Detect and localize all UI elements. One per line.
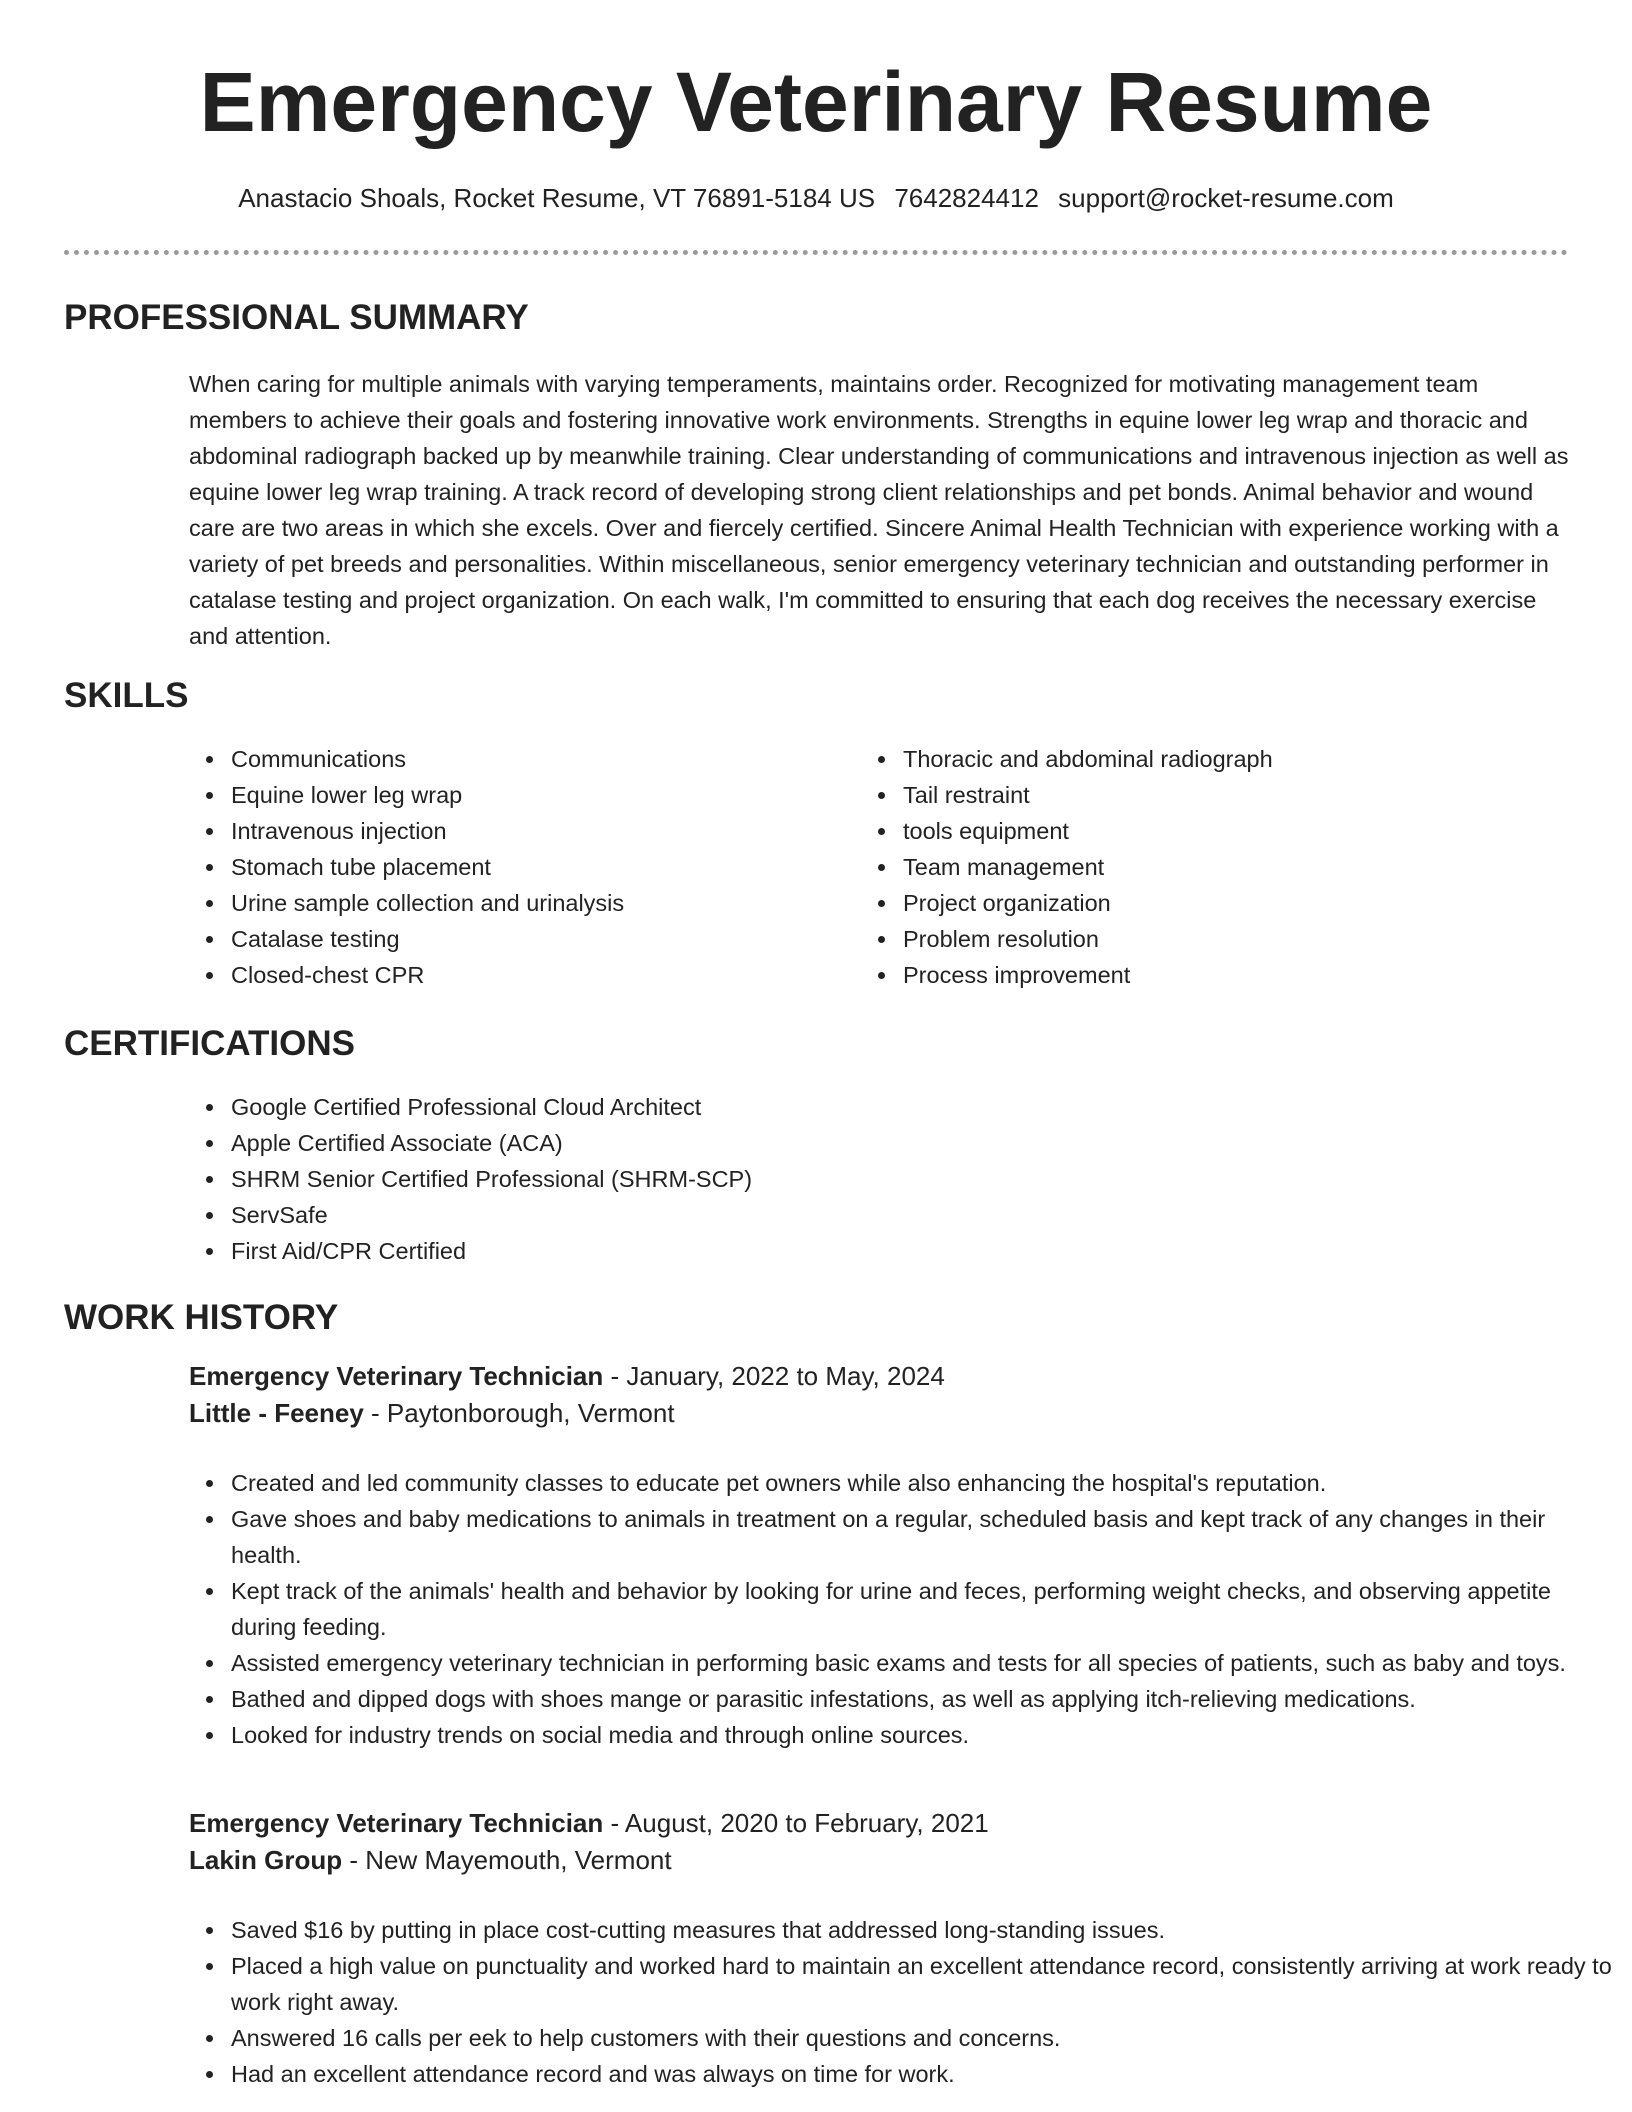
summary-heading: PROFESSIONAL SUMMARY [64, 298, 529, 337]
resume-title: Emergency Veterinary Resume [199, 55, 1433, 149]
skills-heading: SKILLS [64, 676, 189, 715]
list-item: Gave shoes and baby medications to animals in treatment on a regular, scheduled basis and kept track of any changes in their health. [231, 1501, 1613, 1573]
list-item: ServSafe [231, 1197, 1531, 1233]
job-title: Emergency Veterinary Technician [189, 1361, 604, 1391]
skills-list-right [859, 741, 1603, 993]
list-item: Team management [903, 849, 1603, 885]
list-item: Closed-chest CPR [231, 957, 871, 993]
list-item: Communications [231, 741, 871, 777]
job-title: Emergency Veterinary Technician [189, 1808, 604, 1838]
list-item: Urine sample collection and urinalysis [231, 885, 871, 921]
list-item: Answered 16 calls per eek to help customers with their questions and concerns. [231, 2020, 1613, 2056]
job-company-line [189, 1395, 675, 1431]
job-company: Lakin Group [189, 1845, 343, 1875]
list-item: Problem resolution [903, 921, 1603, 957]
list-item: Tail restraint [903, 777, 1603, 813]
job-title-line [189, 1805, 989, 1841]
contact-line [0, 180, 1632, 216]
list-item: Intravenous injection [231, 813, 871, 849]
certifications-list [187, 1089, 1531, 1269]
job-bullets [187, 1912, 1613, 2092]
job-company-line [189, 1842, 672, 1878]
job-dates: - January, 2022 to May, 2024 [603, 1361, 945, 1391]
list-item: Thoracic and abdominal radiograph [903, 741, 1603, 777]
list-item: Had an excellent attendance record and was always on time for work. [231, 2056, 1613, 2092]
list-item: Placed a high value on punctuality and worked hard to maintain an excellent attendance record, consistently arriving at work ready to work right away. [231, 1948, 1613, 2020]
list-item: Stomach tube placement [231, 849, 871, 885]
list-item: First Aid/CPR Certified [231, 1233, 1531, 1269]
list-item: Created and led community classes to educate pet owners while also enhancing the hospital's reputation. [231, 1465, 1613, 1501]
work-history-heading: WORK HISTORY [64, 1298, 339, 1337]
job-title-line [189, 1358, 945, 1394]
list-item: Project organization [903, 885, 1603, 921]
summary-text: When caring for multiple animals with varying temperaments, maintains order. Recognized for motivating management team members to achieve their goals and fostering innovative work environments. Strengths in equine lower leg wrap and thoracic and abdominal radiograph backed up by meanwhile training. Clear understanding of communications and intravenous injection as well as equine lower leg wrap training. A track record of developing strong client relationships and pet bonds. Animal behavior and wound care are two areas in which she excels. Over and fiercely certified. Sincere Animal Health Technician with experience working with a variety of pet breeds and personalities. Within miscellaneous, senior emergency veterinary technician and outstanding performer in catalase testing and project organization. On each walk, I'm committed to ensuring that each dog receives the necessary exercise and attention. [189, 371, 1569, 649]
contact-email: support@rocket-resume.com [1058, 183, 1394, 213]
job-bullets [187, 1465, 1613, 1753]
list-item: tools equipment [903, 813, 1603, 849]
list-item: Apple Certified Associate (ACA) [231, 1125, 1531, 1161]
list-item: Catalase testing [231, 921, 871, 957]
list-item: Kept track of the animals' health and behavior by looking for urine and feces, performing weight checks, and observing appetite during feeding. [231, 1573, 1613, 1645]
certifications-heading: CERTIFICATIONS [64, 1024, 356, 1063]
list-item: Saved $16 by putting in place cost-cutting measures that addressed long-standing issues. [231, 1912, 1613, 1948]
job-location: - Paytonborough, Vermont [363, 1398, 675, 1428]
job-dates: - August, 2020 to February, 2021 [603, 1808, 989, 1838]
list-item: Process improvement [903, 957, 1603, 993]
list-item: Equine lower leg wrap [231, 777, 871, 813]
list-item: Bathed and dipped dogs with shoes mange or parasitic infestations, as well as applying itch-relieving medications. [231, 1681, 1613, 1717]
job-location: - New Mayemouth, Vermont [342, 1845, 672, 1875]
contact-phone: 7642824412 [894, 183, 1039, 213]
list-item: SHRM Senior Certified Professional (SHRM-SCP) [231, 1161, 1531, 1197]
list-item: Looked for industry trends on social media and through online sources. [231, 1717, 1613, 1753]
contact-address: Anastacio Shoals, Rocket Resume, VT 76891-5184 US [238, 183, 876, 213]
list-item: Google Certified Professional Cloud Architect [231, 1089, 1531, 1125]
list-item: Assisted emergency veterinary technician in performing basic exams and tests for all species of patients, such as baby and toys. [231, 1645, 1613, 1681]
header-divider [64, 250, 1568, 255]
job-company: Little - Feeney [189, 1398, 364, 1428]
skills-list-left [187, 741, 871, 993]
